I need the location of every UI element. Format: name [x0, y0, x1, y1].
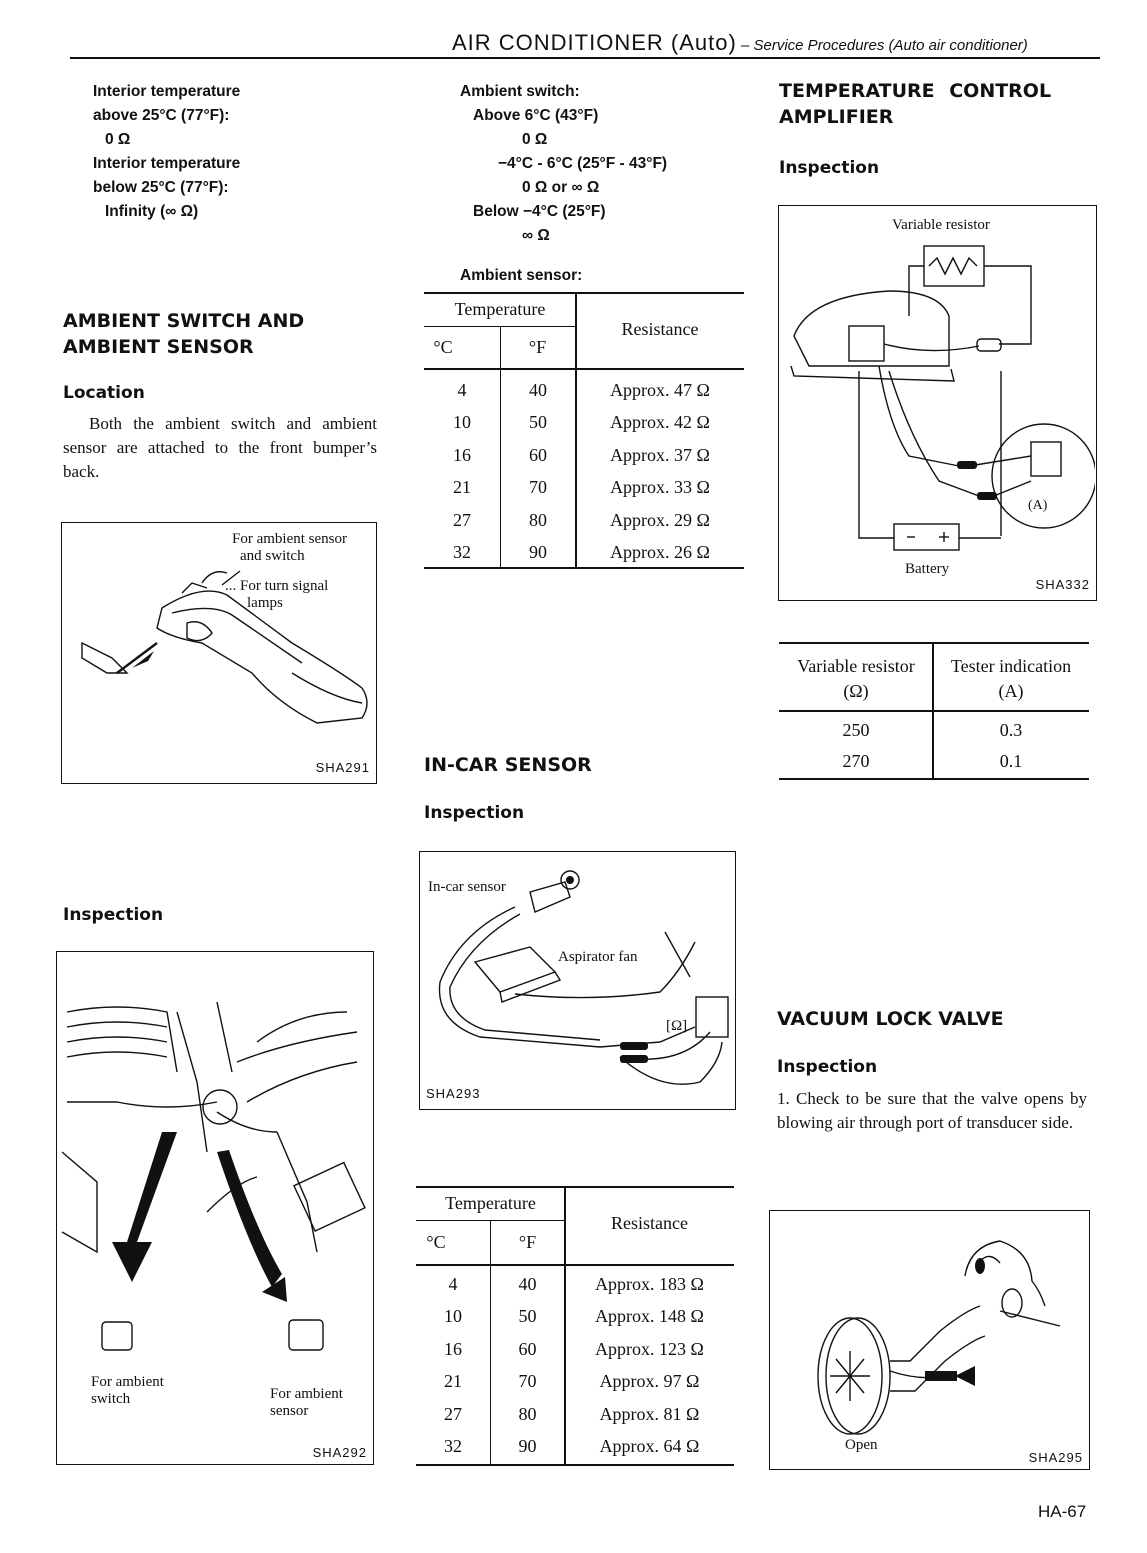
table-rule — [424, 368, 744, 370]
cell-r: Approx. 81 Ω — [599, 1403, 700, 1424]
table-row — [424, 407, 744, 440]
header-line: (Ω) — [843, 681, 869, 701]
label-line: ... For turn signal — [225, 578, 329, 594]
cell-r: Approx. 37 Ω — [610, 444, 710, 465]
fig-sha332-label-resistor: Variable resistor — [892, 217, 990, 233]
cell-f: 40 — [529, 379, 547, 400]
cell-resistor: 250 — [842, 720, 870, 740]
cell-f: 60 — [518, 1338, 537, 1359]
header-dash: – — [736, 37, 754, 54]
location-text: Both the ambient switch and ambient sensor are attached to the front bumper’s back. — [63, 414, 377, 481]
label-line: switch — [91, 1391, 131, 1407]
ambient-spec-line: Below −4°C (25°F) — [473, 203, 606, 220]
table-row — [779, 715, 1089, 746]
cell-c: 16 — [453, 444, 471, 465]
ambient-spec-line: ∞ Ω — [522, 227, 550, 244]
header-rule — [70, 57, 1100, 59]
label-line: For ambient — [91, 1374, 164, 1390]
incar-header-temperature: Temperature — [445, 1193, 536, 1213]
interior-spec-line: below 25°C (77°F): — [93, 179, 229, 196]
cell-r: Approx. 33 Ω — [610, 477, 710, 498]
cell-c: 10 — [453, 412, 471, 433]
label-line: sensor — [270, 1403, 309, 1419]
figure-sha292 — [56, 951, 374, 1465]
fig-sha332-label-a: (A) — [1028, 498, 1048, 513]
cell-f: 50 — [529, 412, 547, 433]
cell-r: Approx. 47 Ω — [610, 379, 710, 400]
ambient-inspection-heading: Inspection — [63, 905, 164, 925]
fig-sha293-code: SHA293 — [426, 1086, 481, 1101]
table-row — [424, 537, 744, 570]
page-number: HA-67 — [1038, 1502, 1087, 1521]
cell-tester: 0.3 — [999, 720, 1023, 740]
amplifier-test-circuit — [779, 206, 1095, 599]
fig-sha291-code: SHA291 — [315, 760, 370, 775]
table-row — [416, 1301, 734, 1334]
temp-amp-heading-line: TEMPERATURE CONTROL — [779, 80, 1052, 102]
figure-sha293 — [419, 851, 736, 1110]
temp-amp-heading — [779, 78, 1051, 130]
interior-spec-line: above 25°C (77°F): — [93, 107, 230, 124]
cell-resistor: 270 — [842, 751, 870, 771]
table-row — [424, 439, 744, 472]
header-title: AIR CONDITIONER (Auto) — [452, 30, 737, 55]
incar-inspection-heading: Inspection — [424, 803, 525, 823]
fig-sha295-label-open: Open — [845, 1437, 878, 1453]
incar-header-f: °F — [518, 1232, 537, 1252]
fig-sha293-label-ohm: [Ω] — [666, 1018, 688, 1034]
ambient-heading — [63, 308, 304, 360]
table-row — [424, 504, 744, 537]
header-line: Variable resistor — [797, 656, 915, 676]
cell-r: Approx. 26 Ω — [610, 542, 710, 563]
table-row — [416, 1398, 734, 1431]
table-rule — [416, 1186, 734, 1188]
vacuum-step-1: 1. Check to be sure that the valve opens by blowing air through port of transducer side. — [777, 1089, 1087, 1132]
interior-spec-line: 0 Ω — [105, 131, 131, 148]
table-header-f: °F — [528, 337, 547, 357]
cell-f: 80 — [518, 1403, 537, 1424]
vacuum-inspection-heading: Inspection — [777, 1057, 878, 1077]
cell-r: Approx. 29 Ω — [610, 509, 710, 530]
label-line: lamps — [247, 595, 283, 611]
incar-header-resistance: Resistance — [611, 1213, 688, 1233]
cell-c: 4 — [457, 379, 467, 400]
location-heading: Location — [63, 383, 145, 403]
table-rule — [416, 1464, 734, 1466]
fig-sha332-code: SHA332 — [1035, 577, 1090, 592]
cell-f: 70 — [529, 477, 547, 498]
amp-table-header-tester — [933, 654, 1089, 704]
header-line: Tester indication — [950, 656, 1072, 676]
figure-sha291 — [61, 522, 377, 784]
cell-f: 50 — [518, 1306, 537, 1327]
table-rule — [779, 778, 1089, 780]
cell-r: Approx. 64 Ω — [599, 1436, 700, 1457]
cell-c: 27 — [444, 1403, 462, 1424]
table-rule — [416, 1264, 734, 1266]
table-row — [424, 472, 744, 505]
ambient-switch-spec — [460, 80, 760, 248]
page-header — [452, 30, 1028, 56]
cell-f: 90 — [518, 1436, 537, 1457]
table-row — [416, 1431, 734, 1464]
cell-c: 21 — [453, 477, 471, 498]
ambient-sensor-label: Ambient sensor: — [460, 267, 583, 284]
interior-spec-line: Interior temperature — [93, 83, 241, 100]
amplifier-table — [779, 715, 1089, 777]
cell-tester: 0.1 — [999, 751, 1023, 771]
ambient-spec-line: Ambient switch: — [460, 83, 580, 100]
table-rule — [779, 642, 1089, 644]
ambient-heading-line: AMBIENT SWITCH AND — [63, 310, 305, 332]
interior-spec-line: Infinity (∞ Ω) — [105, 203, 199, 220]
cell-r: Approx. 148 Ω — [595, 1306, 704, 1327]
cell-r: Approx. 97 Ω — [599, 1371, 700, 1392]
table-row — [424, 374, 744, 407]
table-row — [779, 746, 1089, 777]
cell-f: 40 — [518, 1273, 537, 1294]
cell-c: 32 — [444, 1436, 462, 1457]
table-rule — [424, 292, 744, 294]
fig-sha332-label-battery: Battery — [905, 561, 950, 577]
header-line: (A) — [998, 681, 1024, 701]
interior-spec-line: Interior temperature — [93, 155, 241, 172]
table-rule — [779, 710, 1089, 712]
cell-c: 10 — [444, 1306, 462, 1327]
ambient-spec-line: 0 Ω — [522, 131, 548, 148]
cell-f: 90 — [529, 542, 547, 563]
fig-sha292-code: SHA292 — [312, 1445, 367, 1460]
label-line: For ambient sensor — [232, 531, 347, 547]
cell-f: 80 — [529, 509, 547, 530]
table-header-resistance: Resistance — [621, 319, 699, 339]
ambient-spec-line: Above 6°C (43°F) — [473, 107, 599, 124]
table-row — [416, 1366, 734, 1399]
ambient-spec-line: 0 Ω or ∞ Ω — [522, 179, 600, 196]
incar-header-c: °C — [426, 1232, 446, 1252]
ambient-sensor-table — [424, 374, 744, 569]
fig-sha292-label-switch — [91, 1374, 201, 1408]
cell-r: Approx. 42 Ω — [610, 412, 710, 433]
vacuum-heading: VACUUM LOCK VALVE — [777, 1008, 1004, 1030]
cell-c: 27 — [453, 509, 471, 530]
temp-amp-heading-line: AMPLIFIER — [779, 106, 894, 128]
incar-sensor-table — [416, 1268, 734, 1463]
fig-sha293-label-fan: Aspirator fan — [558, 949, 638, 965]
vacuum-valve-illustration — [770, 1211, 1088, 1468]
amp-table-header-resistor — [779, 654, 933, 704]
cell-c: 21 — [444, 1371, 462, 1392]
label-line: and switch — [240, 548, 305, 564]
cell-f: 60 — [529, 444, 547, 465]
cell-c: 16 — [444, 1338, 462, 1359]
cell-c: 4 — [448, 1273, 458, 1294]
interior-spec — [93, 80, 393, 224]
fig-sha291-label-turn — [225, 578, 375, 612]
cell-r: Approx. 183 Ω — [595, 1273, 704, 1294]
incar-heading: IN-CAR SENSOR — [424, 754, 592, 776]
label-line: For ambient — [270, 1386, 343, 1402]
cell-r: Approx. 123 Ω — [595, 1338, 704, 1359]
header-subtitle: Service Procedures (Auto air conditioner) — [753, 37, 1028, 54]
temp-amp-inspection-heading: Inspection — [779, 158, 880, 178]
table-row — [416, 1333, 734, 1366]
ambient-heading-line: AMBIENT SENSOR — [63, 336, 254, 358]
ambient-spec-line: −4°C - 6°C (25°F - 43°F) — [498, 155, 668, 172]
table-row — [416, 1268, 734, 1301]
fig-sha291-label-sensor — [232, 531, 377, 565]
table-header-c: °C — [433, 337, 453, 357]
fig-sha293-label-sensor: In-car sensor — [428, 879, 506, 895]
table-header-temperature: Temperature — [454, 299, 546, 319]
figure-sha295 — [769, 1210, 1090, 1470]
cell-f: 70 — [518, 1371, 537, 1392]
cell-c: 32 — [453, 542, 471, 563]
fig-sha292-label-sensor — [270, 1386, 370, 1420]
figure-sha332 — [778, 205, 1097, 601]
fig-sha295-code: SHA295 — [1028, 1450, 1083, 1465]
